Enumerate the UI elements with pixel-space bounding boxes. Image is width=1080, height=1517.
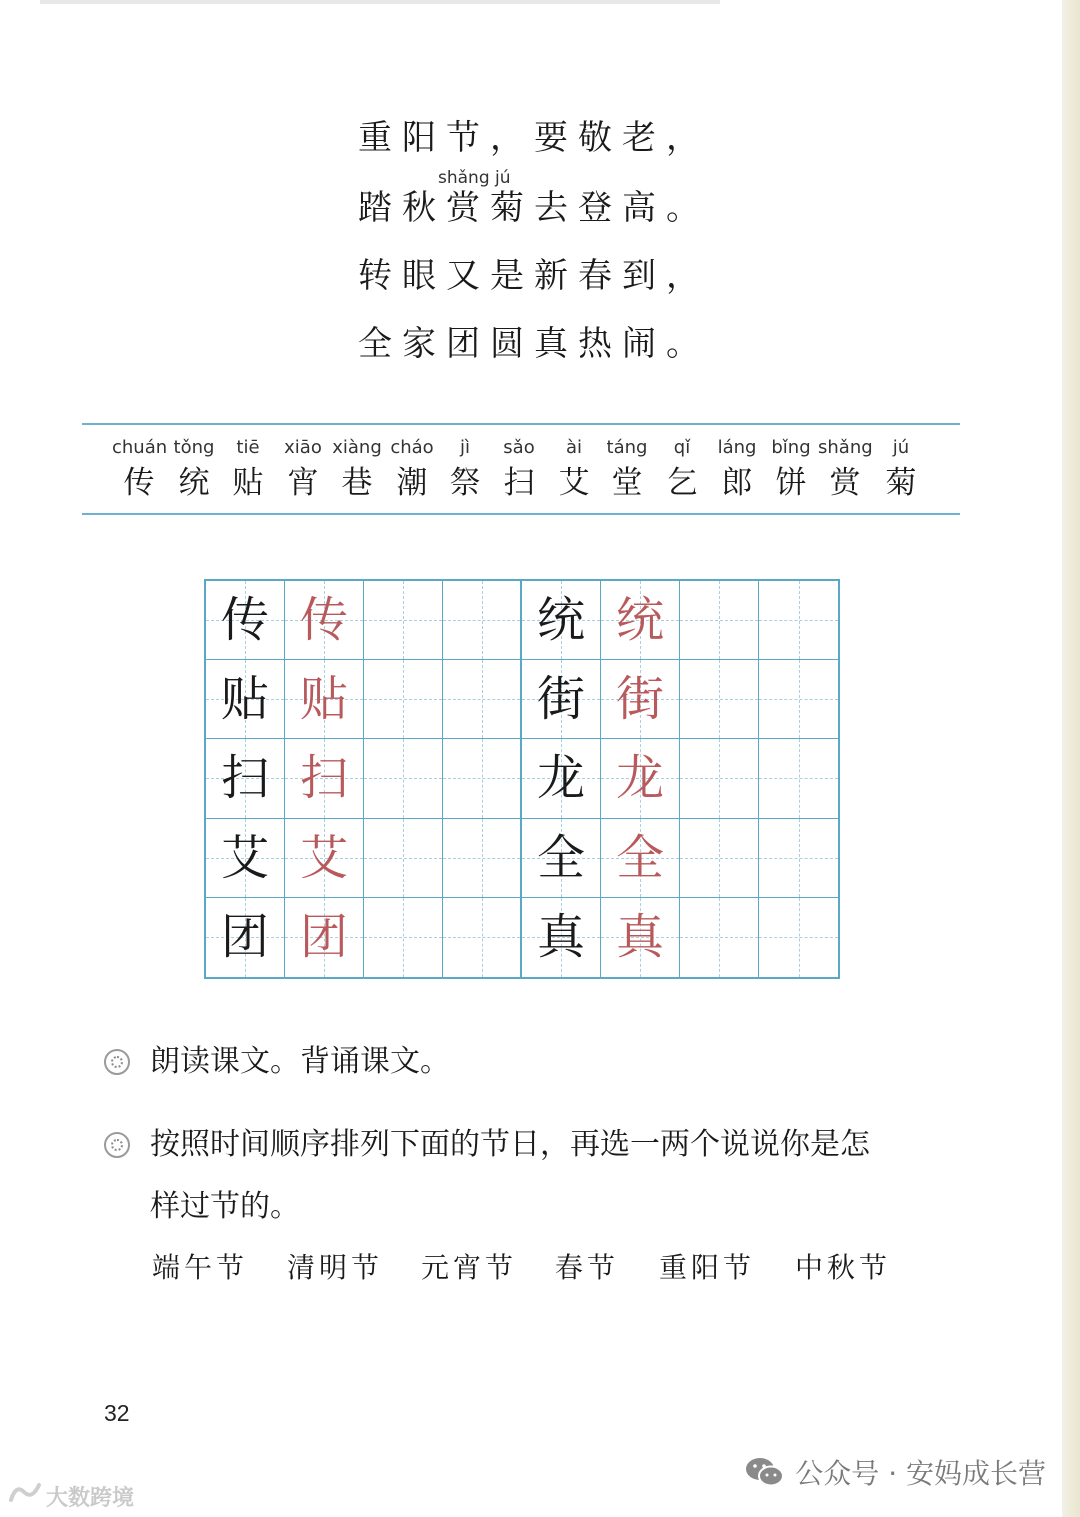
model-character: 街: [536, 671, 585, 728]
festival-item: 重阳节: [659, 1251, 756, 1284]
model-character: 艾: [220, 829, 269, 886]
vocab-character: 祭: [449, 465, 481, 501]
grid-cell: [601, 660, 680, 739]
model-character: 扫: [220, 750, 269, 807]
grid-cell: [601, 819, 680, 898]
grid-cell: [285, 819, 364, 898]
grid-cell: [443, 898, 522, 977]
vocab-item: [167, 436, 221, 502]
exercise-2-icon: [104, 1132, 130, 1158]
vocab-pinyin: jú: [892, 437, 910, 458]
brand-logo-icon: [8, 1480, 42, 1512]
model-character: 传: [220, 592, 269, 649]
vocab-character: 郎: [721, 465, 753, 501]
vocab-top-rule: [82, 423, 960, 425]
corner-watermark: [8, 1480, 134, 1512]
grid-cell: [522, 739, 601, 818]
vocab-item: [221, 436, 275, 502]
trace-character: 统: [615, 592, 664, 649]
vocab-character: 堂: [611, 465, 643, 501]
vocab-pinyin: xiàng: [332, 437, 382, 458]
wechat-icon: [745, 1455, 785, 1489]
vocab-character: 传: [123, 465, 155, 501]
vocab-pinyin: shǎng: [818, 437, 873, 458]
grid-cell: [601, 739, 680, 818]
poem-line-1: 重阳节，要敬老，: [358, 118, 710, 158]
grid-cell: [206, 739, 285, 818]
vocab-pinyin: láng: [717, 437, 757, 458]
grid-cell: [443, 581, 522, 660]
trace-character: 贴: [299, 671, 348, 728]
grid-cell: [443, 660, 522, 739]
writing-grid: [204, 579, 840, 979]
exercise-1-text: 朗读课文。背诵课文。: [150, 1044, 450, 1079]
vocab-pinyin: sǎo: [503, 437, 535, 458]
poem-pinyin-annotation: shǎng jú: [438, 168, 511, 188]
grid-cell: [759, 819, 838, 898]
grid-cell: [364, 898, 443, 977]
grid-cell: [759, 660, 838, 739]
model-character: 龙: [536, 750, 585, 807]
vocab-item: [438, 436, 492, 502]
vocab-pinyin: bǐng: [771, 437, 811, 458]
grid-cell: [680, 898, 759, 977]
model-character: 团: [220, 909, 269, 966]
grid-cell: [364, 739, 443, 818]
corner-watermark-text: 大数跨境: [46, 1485, 135, 1511]
vocab-character: 乞: [666, 465, 698, 501]
vocab-item: [112, 436, 166, 502]
vocab-pinyin: ài: [565, 437, 583, 458]
vocab-character: 潮: [396, 465, 428, 501]
vocab-character: 统: [178, 465, 210, 501]
vocab-pinyin: tǒng: [173, 437, 215, 458]
vocab-item: [600, 436, 654, 502]
festival-item: 端午节: [152, 1251, 249, 1284]
grid-cell: [206, 660, 285, 739]
grid-cell: [206, 898, 285, 977]
trace-character: 扫: [299, 750, 348, 807]
grid-cell: [443, 819, 522, 898]
wechat-watermark-text: 公众号 · 安妈成长营: [795, 1457, 1046, 1490]
vocab-item: [492, 436, 546, 502]
trace-character: 街: [615, 671, 664, 728]
vocab-character: 巷: [341, 465, 373, 501]
grid-cell: [364, 581, 443, 660]
vocab-item: [330, 436, 384, 502]
grid-cell: [522, 660, 601, 739]
grid-cell: [522, 898, 601, 977]
trace-character: 龙: [615, 750, 664, 807]
vocab-item: [276, 436, 330, 502]
vocab-pinyin: xiāo: [284, 437, 322, 458]
exercise-1-icon: [104, 1049, 130, 1075]
model-character: 贴: [220, 671, 269, 728]
festival-item: 中秋节: [795, 1251, 892, 1284]
model-character: 真: [536, 909, 585, 966]
grid-cell: [206, 581, 285, 660]
vocab-item: [764, 436, 818, 502]
grid-cell: [601, 898, 680, 977]
vocab-pinyin: cháo: [390, 437, 434, 458]
grid-cell: [680, 581, 759, 660]
vocab-bottom-rule: [82, 513, 960, 515]
vocab-character: 赏: [829, 465, 861, 501]
vocab-pinyin: chuán: [112, 437, 168, 458]
grid-cell: [206, 819, 285, 898]
vocab-pinyin: tiē: [236, 437, 260, 458]
model-character: 全: [536, 829, 585, 886]
top-scan-edge: [40, 0, 720, 4]
vocab-item: [547, 436, 601, 502]
grid-cell: [759, 739, 838, 818]
trace-character: 传: [299, 592, 348, 649]
exercise-2-line-1: 按照时间顺序排列下面的节日，再选一两个说说你是怎: [150, 1127, 870, 1162]
vocab-character: 贴: [232, 465, 264, 501]
trace-character: 团: [299, 909, 348, 966]
vocab-item: [818, 436, 872, 502]
festival-item: 元宵节: [421, 1251, 518, 1284]
vocab-character: 饼: [775, 465, 807, 501]
vocab-character: 宵: [287, 465, 319, 501]
grid-cell: [522, 819, 601, 898]
grid-cell: [759, 581, 838, 660]
model-character: 统: [536, 592, 585, 649]
festival-item: 清明节: [287, 1251, 384, 1284]
vocab-character: 菊: [885, 465, 917, 501]
grid-cell: [285, 898, 364, 977]
grid-cell: [680, 660, 759, 739]
vocab-item: [655, 436, 709, 502]
grid-cell: [285, 581, 364, 660]
trace-character: 真: [615, 909, 664, 966]
grid-cell: [522, 581, 601, 660]
book-spine-edge: [1062, 0, 1080, 1517]
trace-character: 艾: [299, 829, 348, 886]
grid-cell: [680, 739, 759, 818]
grid-cell: [285, 660, 364, 739]
poem-line-4: 全家团圆真热闹。: [358, 324, 710, 364]
grid-cell: [680, 819, 759, 898]
vocab-item: [874, 436, 928, 502]
grid-cell: [285, 739, 364, 818]
grid-cell: [601, 581, 680, 660]
vocab-item: [710, 436, 764, 502]
grid-cell: [364, 819, 443, 898]
festival-item: 春节: [555, 1251, 620, 1284]
vocab-character: 扫: [503, 465, 535, 501]
grid-cell: [443, 739, 522, 818]
poem-line-3: 转眼又是新春到，: [358, 256, 710, 296]
vocab-character: 艾: [558, 465, 590, 501]
vocab-item: [385, 436, 439, 502]
grid-cell: [759, 898, 838, 977]
grid-cell: [364, 660, 443, 739]
wechat-watermark: [745, 1452, 1046, 1492]
vocab-pinyin: jì: [459, 437, 470, 458]
page-number: 32: [104, 1400, 130, 1426]
vocab-pinyin: qǐ: [673, 437, 691, 458]
poem-line-2: 踏秋赏菊去登高。: [358, 188, 710, 228]
vocab-pinyin: táng: [606, 437, 648, 458]
trace-character: 全: [615, 829, 664, 886]
exercise-2-line-2: 样过节的。: [150, 1189, 300, 1224]
